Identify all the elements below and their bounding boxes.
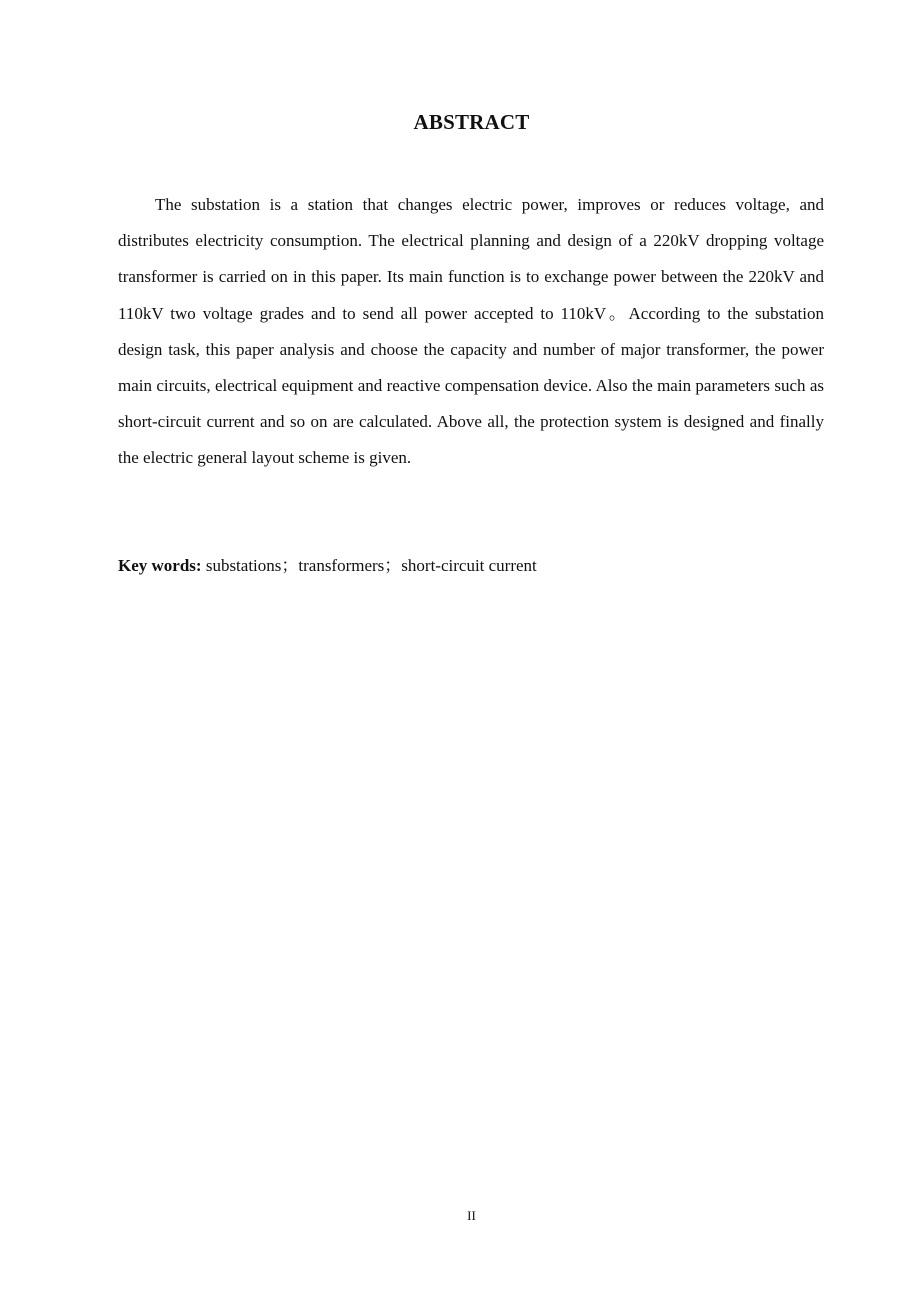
keywords-label: Key words: [118,556,202,575]
abstract-title: ABSTRACT [413,110,530,134]
abstract-paragraph: The substation is a station that changes electric power, improves or reduces voltage, and distributes electricity consumption. The electrical planning and design of a 220kV dropping voltage transformer is carried on in this paper. Its main function is to exchange power between the 220kV and 110kV two voltage grades and to send all power accepted to 110kV。According to the substation design task, this paper analysis and choose the capacity and number of major transformer, the power main circuits, electrical equipment and reactive compensation device. Also the main parameters such as short-circuit current and so on are calculated. Above all, the protection system is designed and finally the electric general layout scheme is given. [118,195,824,468]
page-number: II [467,1208,476,1223]
keywords-line [118,553,824,579]
keywords-text: substations；transformers；short-circuit current [201,556,537,575]
